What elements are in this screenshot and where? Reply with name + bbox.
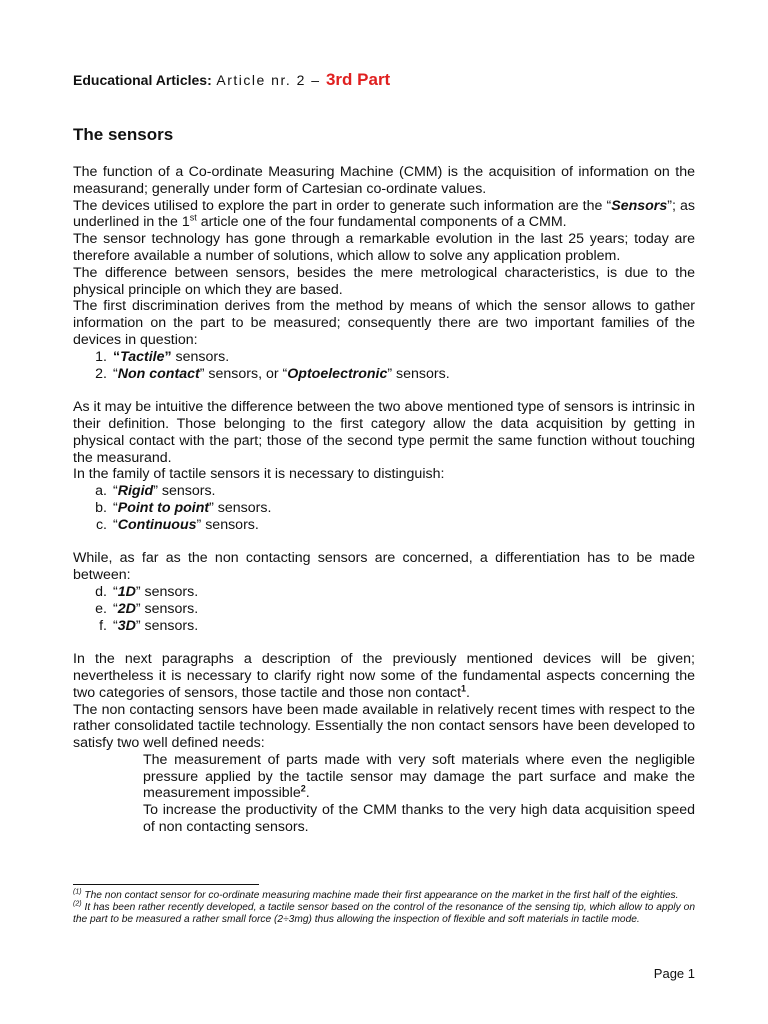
- list-item: [73, 601, 695, 618]
- need-text: The measurement of parts made with very soft materials where even the negligible pressure applied by the tactile sensor may damage the part surface and make the measurement impossible: [143, 751, 695, 802]
- need-item: [73, 802, 695, 836]
- footnote-text: It has been rather recently developed, a tactile sensor based on the control of the resonance of the sensing tip, which allow to apply on the part to be measured a rather small force (2÷3mg) thus allowing the inspection of flexible and soft materials in tactile mode.: [73, 902, 695, 926]
- paragraph-3: The sensor technology has gone through a remarkable evolution in the last 25 years; today are therefore available a number of solutions, which allow to solve any application problem.: [73, 231, 695, 264]
- list-item-text: “Continuous” sensors.: [113, 516, 259, 533]
- rigid-term: Rigid: [117, 483, 154, 500]
- list-item: [73, 618, 695, 635]
- list-item: [73, 349, 695, 366]
- p9-text-b: .: [466, 684, 470, 701]
- list-marker: d.: [95, 583, 107, 600]
- list-item: [73, 517, 695, 534]
- article-body: [73, 164, 695, 836]
- need-superscript: 2: [300, 783, 306, 794]
- 2d-term: 2D: [117, 600, 136, 617]
- list-item-text: “Rigid” sensors.: [113, 483, 216, 500]
- list-item: [73, 366, 695, 383]
- quote-open: “: [113, 348, 121, 365]
- list-marker: c.: [95, 516, 107, 533]
- list-marker: b.: [95, 499, 107, 516]
- header-article: Article nr. 2 –: [211, 72, 326, 88]
- list-item-text: “2D” sensors.: [113, 600, 199, 617]
- non-contact-term: Non contact: [117, 365, 200, 382]
- paragraph-9: [73, 651, 695, 701]
- section-title: The sensors: [73, 125, 174, 144]
- list-item-text: [113, 349, 229, 366]
- list-rest: ” sensors.: [135, 617, 199, 634]
- sensors-term: Sensors: [611, 197, 668, 214]
- list-item-text: [113, 366, 450, 383]
- list-marker: f.: [99, 617, 107, 634]
- footnote-mark: (2): [73, 900, 82, 908]
- quote-close: ”: [199, 365, 205, 382]
- p2-text-b: ”; as underlined in the 1: [73, 197, 696, 231]
- list-rest: sensors.: [171, 348, 230, 365]
- list-item-text: “3D” sensors.: [113, 617, 199, 634]
- optoelectronic-term: Optoelectronic: [287, 365, 388, 382]
- p9-superscript: 1: [461, 682, 467, 693]
- header-label: Educational Articles:: [73, 72, 212, 88]
- tactile-term: Tactile: [120, 348, 165, 365]
- p9-text-a: In the next paragraphs a description of the previously mentioned devices will be given; nevertheless it is necessary to clarify right now some of the fundamental aspects concerning the two categories of sensors, those tactile and those non contact: [73, 651, 695, 701]
- paragraph-4: The difference between sensors, besides the mere metrological characteristics, is due to the physical principle on which they are based.: [73, 264, 695, 298]
- article-header: [73, 70, 390, 90]
- p2-text-c: article one of the four fundamental components of a CMM.: [196, 214, 567, 231]
- list-marker: e.: [95, 600, 107, 617]
- footnote-1: [73, 890, 695, 902]
- list-item: [73, 483, 695, 500]
- need-item: [73, 752, 695, 802]
- need-text: To increase the productivity of the CMM thanks to the very high data acquisition speed of non contacting sensors.: [143, 802, 695, 836]
- footnote-mark: (1): [73, 888, 82, 896]
- list-rest: ” sensors.: [196, 516, 259, 533]
- footnote-divider: [73, 884, 259, 885]
- paragraph-6: As it may be intuitive the difference between the two above mentioned type of sensors is intrinsic in their definition. Those belonging to the first category allow the data acquisition by getting in physical contact with the part; those of the second type permit the same function without touching the measurand.: [73, 399, 695, 466]
- footnote-text: The non contact sensor for co-ordinate measuring machine made their first appearance on the market in the first half of the eighties.: [81, 890, 679, 901]
- footnotes: [73, 890, 695, 927]
- list-rest: ” sensors.: [209, 499, 272, 516]
- list-marker: a.: [95, 483, 107, 500]
- 1d-term: 1D: [117, 583, 136, 600]
- list-item-text: “1D” sensors.: [113, 583, 199, 600]
- paragraph-10: The non contacting sensors have been made available in relatively recent times with respect to the rather consolidated tactile technology. Essentially the non contact sensors have been developed to satisfy two well defined needs:: [73, 701, 695, 752]
- need-end: .: [305, 785, 310, 802]
- header-part: 3rd Part: [325, 70, 391, 89]
- paragraph-7: In the family of tactile sensors it is necessary to distinguish:: [73, 466, 445, 483]
- footnote-2: [73, 902, 695, 926]
- quote-open: “: [113, 365, 118, 382]
- list-rest: sensors, or “: [204, 365, 288, 382]
- list-item: [73, 500, 695, 517]
- paragraph-1: The function of a Co-ordinate Measuring Machine (CMM) is the acquisition of information on the measurand; generally under form of Cartesian co-ordinate values.: [73, 164, 695, 197]
- list-rest: ” sensors.: [135, 600, 199, 617]
- list-rest: ” sensors.: [135, 583, 199, 600]
- point-to-point-term: Point to point: [117, 499, 210, 516]
- list-marker: 2.: [95, 365, 107, 382]
- p2-superscript: st: [189, 212, 197, 223]
- paragraph-8: While, as far as the non contacting sensors are concerned, a differentiation has to be made between:: [73, 550, 695, 584]
- page-number: Page 1: [653, 966, 695, 981]
- list-rest: ” sensors.: [153, 483, 216, 500]
- continuous-term: Continuous: [117, 516, 197, 533]
- list-item-text: “Point to point” sensors.: [113, 499, 272, 516]
- quote-close: ”: [164, 348, 172, 365]
- p2-text-a: The devices utilised to explore the part in order to generate such information are the “: [73, 197, 612, 214]
- paragraph-2: [73, 198, 695, 232]
- 3d-term: 3D: [117, 617, 136, 634]
- list-marker: 1.: [95, 348, 107, 365]
- list-rest-2: ” sensors.: [387, 365, 450, 382]
- paragraph-5: The first discrimination derives from the method by means of which the sensor allows to gather information on the part to be measured; consequently there are two important families of the devices in question:: [73, 298, 695, 348]
- list-item: [73, 584, 695, 601]
